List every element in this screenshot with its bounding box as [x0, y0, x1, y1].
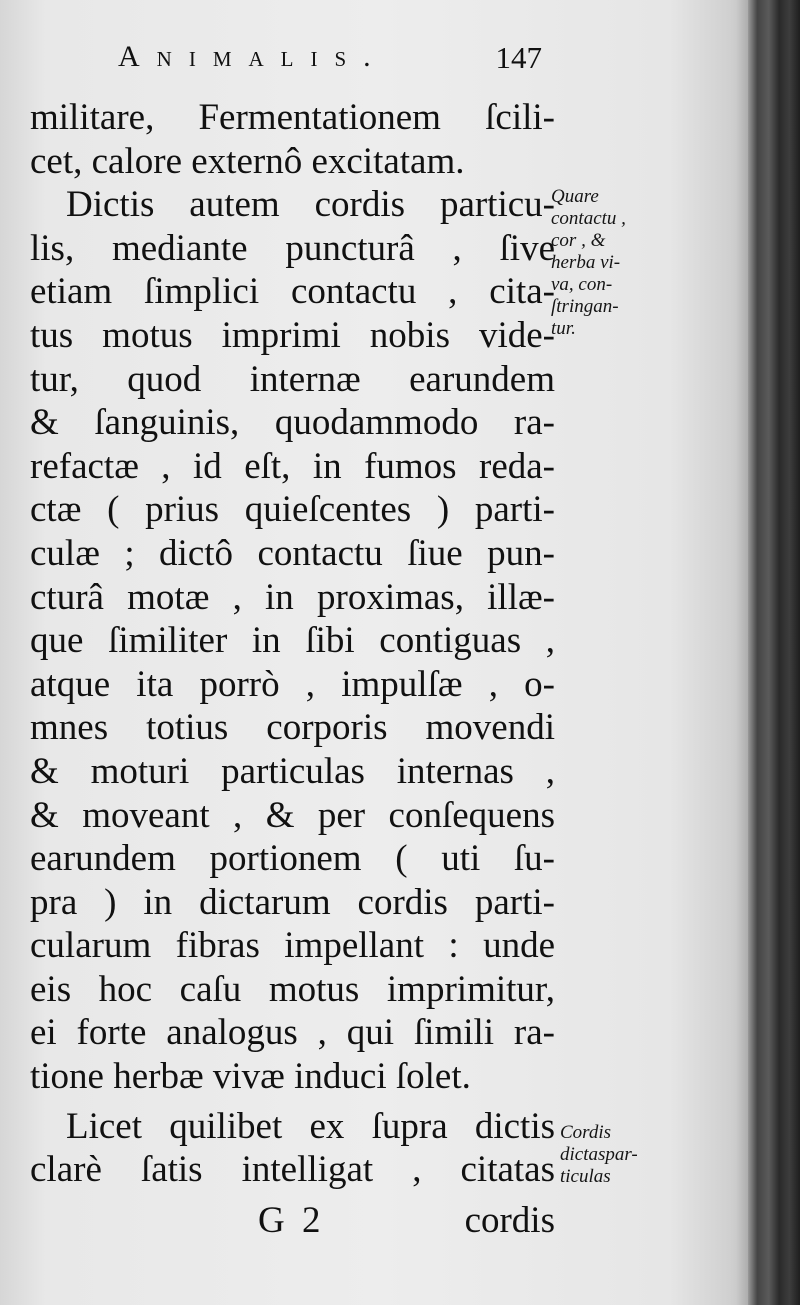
- marginal-note-line: contactu ,: [551, 208, 626, 229]
- marginal-note: [560, 1122, 670, 1188]
- text-line: lis, mediante puncturâ , ſive: [30, 227, 555, 269]
- book-binding: [748, 0, 800, 1305]
- marginal-note-line: va, con-: [551, 274, 613, 295]
- text-line: cularum fibras impellant : unde: [30, 925, 555, 967]
- text-line: tur, quod internæ earundem: [30, 358, 555, 400]
- text-line: militare, Fermentationem ſcili-: [30, 97, 555, 138]
- text-line: Dictis autem cordis particu-: [66, 184, 555, 226]
- text-line: tus motus imprimi nobis vide-: [30, 314, 555, 356]
- page-number: 147: [495, 40, 542, 75]
- text-line: que ſimiliter in ſibi contiguas ,: [30, 620, 555, 662]
- running-head: Animalis.: [118, 40, 388, 73]
- marginal-note-line: Quare: [551, 186, 599, 207]
- marginal-note-line: tur.: [551, 318, 576, 339]
- marginal-note-line: dictaspar-: [560, 1144, 638, 1165]
- text-line: clarè ſatis intelligat , citatas: [30, 1149, 555, 1191]
- marginal-note: [551, 186, 671, 340]
- marginal-note-line: ticulas: [560, 1166, 611, 1187]
- text-line: eis hoc caſu motus imprimitur,: [30, 968, 555, 1010]
- text-line: Licet quilibet ex ſupra dictis: [66, 1105, 555, 1147]
- text-line: refactæ , id eſt, in fumos reda-: [30, 445, 555, 487]
- text-line: tione herbæ vivæ induci ſolet.: [30, 1056, 471, 1098]
- text-line: & ſanguinis, quodammodo ra-: [30, 402, 555, 444]
- text-line: & moturi particulas internas ,: [30, 750, 555, 792]
- text-line: ei forte analogus , qui ſimili ra-: [30, 1012, 555, 1054]
- page-footer: [30, 1199, 555, 1249]
- text-line: cet, calore externô excitatam.: [30, 140, 465, 182]
- text-line: culæ ; dictô contactu ſiue pun-: [30, 532, 555, 574]
- text-line: atque ita porrò , impulſæ , o-: [30, 663, 555, 705]
- marginal-note-line: ſtringan-: [551, 296, 619, 317]
- text-line: etiam ſimplici contactu , cita-: [30, 271, 555, 313]
- page-header: [118, 40, 548, 84]
- marginal-note-line: herba vi-: [551, 252, 621, 273]
- text-line: ctæ ( prius quieſcentes ) parti-: [30, 489, 555, 531]
- text-line: mnes totius corporis movendi: [30, 707, 555, 749]
- text-line: cturâ motæ , in proximas, illæ-: [30, 576, 555, 618]
- text-line: & moveant , & per conſequens: [30, 794, 555, 836]
- main-text: [30, 96, 555, 1192]
- marginal-note-line: cor , &: [551, 230, 606, 251]
- text-line: earundem portionem ( uti ſu-: [30, 838, 555, 880]
- marginal-note-line: Cordis: [560, 1122, 612, 1143]
- text-line: pra ) in dictarum cordis parti-: [30, 881, 555, 923]
- catchword: cordis: [464, 1200, 555, 1241]
- signature-mark: G 2: [258, 1200, 325, 1241]
